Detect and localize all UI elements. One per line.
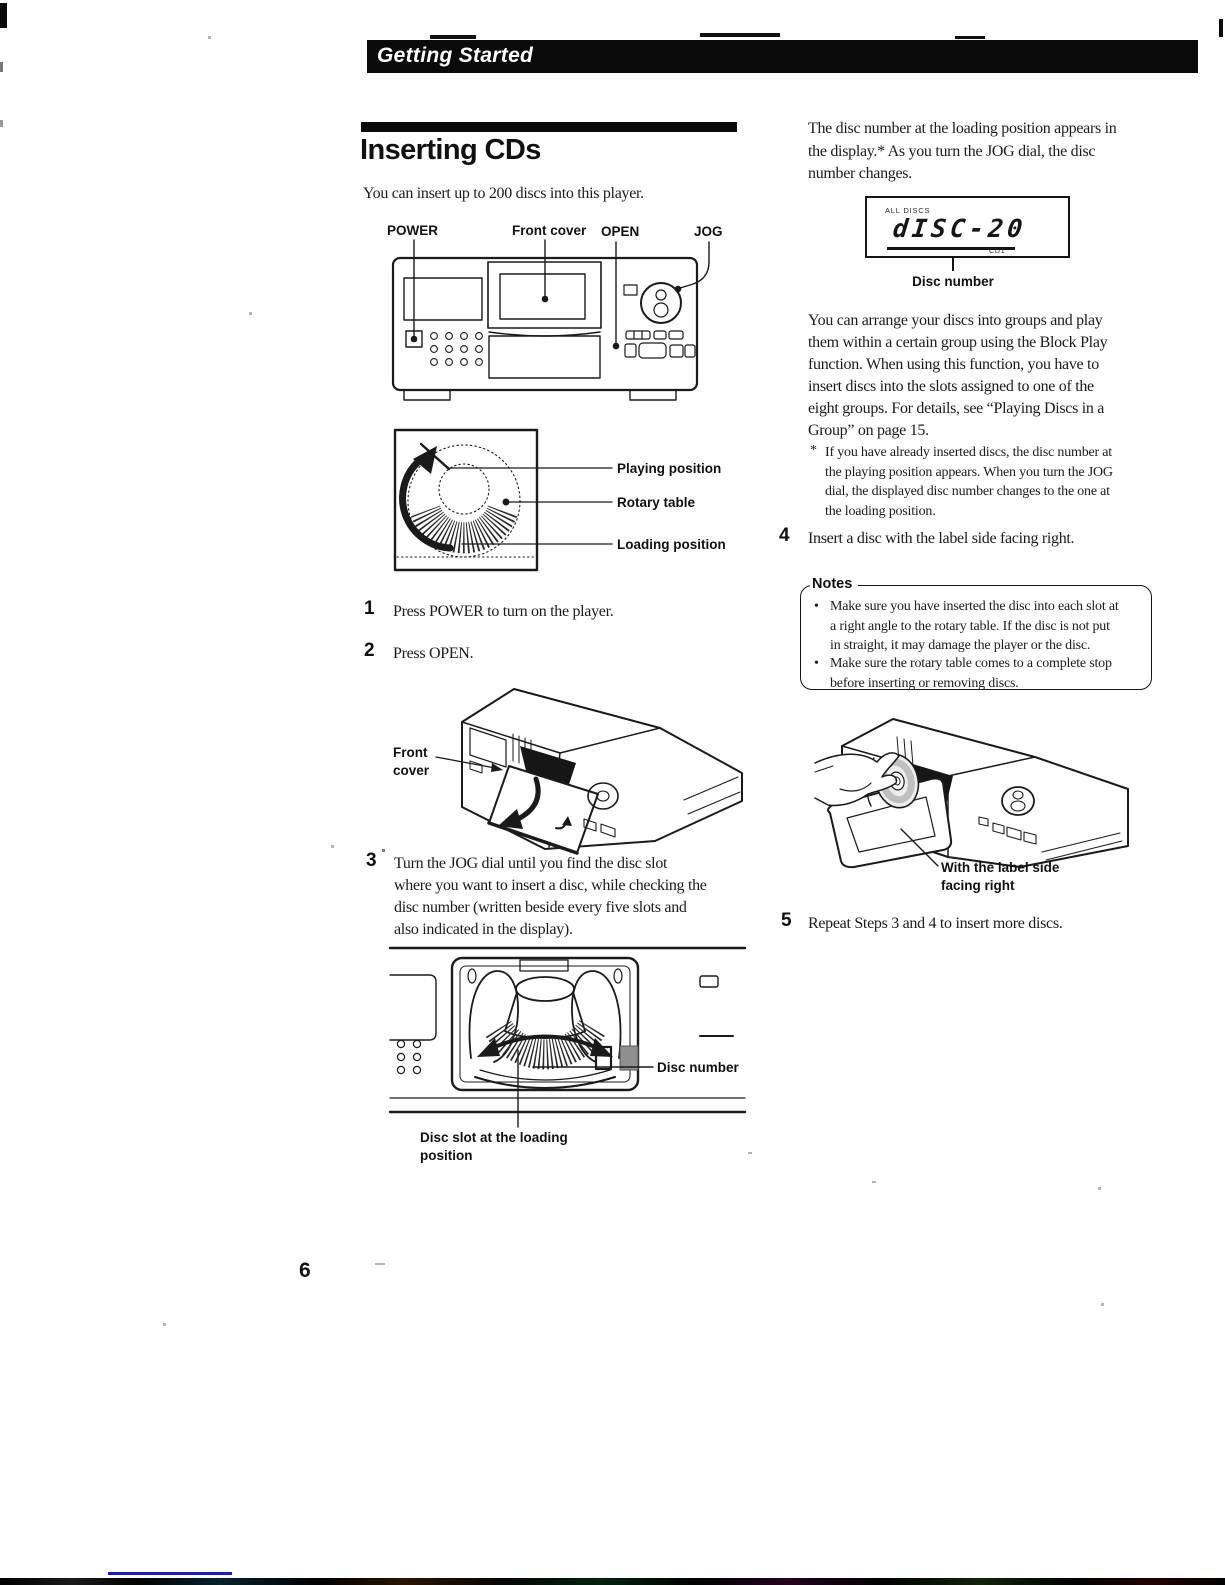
notes-item-2: Make sure the rotary table comes to a complete stop before inserting or removing discs.	[830, 656, 1112, 691]
jog-label: JOG	[694, 224, 723, 239]
scan-artifact-dot	[748, 1152, 752, 1154]
scan-noise	[955, 36, 985, 39]
footnote-text: If you have already inserted discs, the disc number at the playing position appears. When you turn the JOG dial, the displayed disc number changes to the one at the loading position.	[825, 445, 1113, 519]
scan-artifact-dot	[382, 849, 385, 852]
rotary-table-label: Rotary table	[617, 495, 696, 510]
page-title: Inserting CDs	[360, 134, 541, 166]
paragraph-disc-number: The disc number at the loading position appears in the display.* As you turn the JOG dial, the disc number changes.	[808, 120, 1117, 182]
scan-mark-top-left	[0, 3, 7, 28]
loading-position-label: Loading position	[617, 537, 726, 552]
scan-mark-top-right	[1219, 19, 1223, 37]
step-3-number: 3	[366, 850, 377, 871]
scan-artifact-dot	[1101, 1303, 1104, 1306]
blue-underline-mark	[108, 1572, 232, 1575]
step-5-number: 5	[781, 910, 792, 931]
paragraph-block-play: You can arrange your discs into groups and play them within a certain group using the Block Play function. When using this function, you have to insert discs into the slots assigned to one of the eight groups. For details, see “Playing Discs in a Group” on page 15.	[808, 312, 1108, 439]
page-number: 6	[299, 1259, 311, 1282]
scan-artifact-dot	[375, 1263, 385, 1265]
scan-noise	[430, 35, 476, 39]
cd1-indicator: CD1	[989, 248, 1006, 255]
front-cover-label: Front cover	[512, 223, 587, 238]
intro-text: You can insert up to 200 discs into this player.	[363, 185, 644, 202]
scan-artifact-dot	[163, 1323, 166, 1326]
step-3-text: Turn the JOG dial until you find the disc slot where you want to insert a disc, while checking the disc number (written beside every five slots and also indicated in the display).	[394, 855, 707, 938]
disc-slot-diagram	[388, 938, 745, 1138]
header-band	[367, 40, 1198, 73]
section-rule	[361, 122, 737, 132]
notes-title: Notes	[810, 576, 858, 592]
label-side-callout: With the label side facing right	[941, 860, 1060, 893]
scan-artifact-dot	[249, 312, 252, 315]
scan-artifact-dot	[208, 36, 211, 39]
display-caption-tick	[952, 257, 954, 271]
front-panel-illustration	[383, 238, 745, 406]
open-cover-illustration	[383, 678, 745, 860]
step-2-number: 2	[364, 640, 375, 661]
notes-bullet: •	[814, 656, 819, 671]
display-caption: Disc number	[912, 274, 994, 289]
notes-bullet: •	[814, 599, 819, 614]
step-1-text: Press POWER to turn on the player.	[393, 603, 614, 620]
step-1-number: 1	[364, 598, 375, 619]
footnote-marker: *	[810, 443, 817, 458]
notes-item-1: Make sure you have inserted the disc into each slot at a right angle to the rotary table. If the disc is not put in straight, it may damage the player or the disc.	[830, 599, 1119, 653]
open-label: OPEN	[601, 224, 640, 239]
header-title: Getting Started	[377, 44, 534, 67]
scan-mark-left	[0, 120, 3, 127]
playing-position-label: Playing position	[617, 461, 722, 476]
scan-artifact-dot	[331, 845, 334, 848]
power-label: POWER	[387, 223, 439, 238]
rotary-table-diagram	[390, 425, 616, 577]
front-cover-callout: Front cover	[393, 745, 430, 778]
all-discs-indicator: ALL DISCS	[885, 206, 931, 215]
step-5-text: Repeat Steps 3 and 4 to insert more discs.	[808, 915, 1063, 932]
disc-number-display: dISC-20	[891, 214, 1028, 243]
scan-artifact-dot	[872, 1181, 876, 1183]
disc-number-callout: Disc number	[657, 1060, 739, 1075]
scan-bottom-strip	[0, 1578, 1225, 1585]
step-4-text: Insert a disc with the label side facing right.	[808, 530, 1075, 547]
step-4-number: 4	[779, 525, 790, 546]
scan-noise	[700, 33, 780, 37]
scan-artifact-dot	[1098, 1187, 1101, 1190]
display-window	[865, 196, 1070, 258]
disc-slot-callout: Disc slot at the loading position	[420, 1130, 568, 1163]
scan-mark-left	[0, 62, 3, 72]
step-2-text: Press OPEN.	[393, 645, 474, 662]
